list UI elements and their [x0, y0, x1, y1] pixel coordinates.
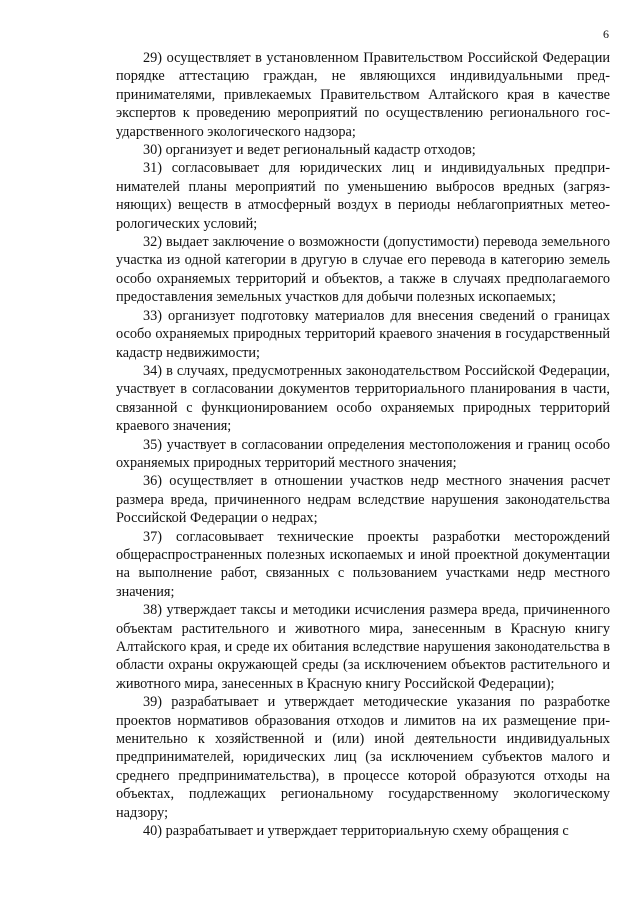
paragraph-39: 39) разрабатывает и утверждает методические указания по разработке проектов нормативов образования отходов и лимитов на их размещение применительно к хозяйственной и (или) иной деятельности индивидуальных предпринимателей, юридических лиц (за исключением субъектов малого и среднего предпринимательства), в процессе которой образуются отходы на объектах, подлежащих региональному государственному экологическому надзору; [116, 694, 610, 821]
page-number: 6 [603, 27, 609, 41]
paragraph-31: 31) согласовывает для юридических лиц и индивидуальных предпринимателей планы мероприятий по уменьшению выбросов вредных (загрязняющих) веществ в атмосферный воздух в периоды неблагоприятных метеорологических условий; [116, 160, 610, 232]
paragraph-37: 37) согласовывает технические проекты разработки месторождений общераспространенных полезных ископаемых и иной проектной документации на выполнение работ, связанных с пользованием участками недр местного значения; [116, 528, 610, 600]
paragraph-36: 36) осуществляет в отношении участков недр местного значения расчет размера вреда, причиненного недрам вследствие нарушения законодательства Российской Федерации о недрах; [116, 473, 610, 527]
paragraph-38: 38) утверждает таксы и методики исчисления размера вреда, причиненного объектам растительного и животного мира, занесенным в Красную книгу Алтайского края, и среде их обитания вследствие нарушения законодательства в области охраны окружающей среды (за исключением объектов растительного и животного мира, занесенных в Красную книгу Российской Федерации); [116, 602, 610, 692]
paragraph-30: 30) организует и ведет региональный кадастр отходов; [143, 142, 476, 159]
paragraph-33: 33) организует подготовку материалов для внесения сведений о границах особо охраняемых природных территорий краевого значения в государственный кадастр недвижимости; [116, 307, 610, 361]
paragraph-40: 40) разрабатывает и утверждает территориальную схему обращения с [143, 823, 569, 840]
paragraph-35: 35) участвует в согласовании определения местоположения и границ особо охраняемых природных территорий местного значения; [116, 436, 610, 471]
paragraph-32: 32) выдает заключение о возможности (допустимости) перевода земельного участка из одной категории в другую в случае его перевода в категорию земель особо охраняемых территорий и объектов, а также в случаях предполагаемого предоставления земельных участков для добычи полезных ископаемых; [116, 234, 610, 306]
paragraph-29: 29) осуществляет в установленном Правительством Российской Федерации порядке аттестацию граждан, не являющихся индивидуальными предпринимателями, привлекаемых Правительством Алтайского края в качестве экспертов к проведению мероприятий по осуществлению регионального государственного экологического надзора; [116, 50, 610, 140]
paragraph-34: 34) в случаях, предусмотренных законодательством Российской Федерации, участвует в согласовании документов территориального планирования в части, связанной с функционированием особо охраняемых природных территорий краевого значения; [116, 362, 610, 435]
document-body [116, 49, 610, 840]
